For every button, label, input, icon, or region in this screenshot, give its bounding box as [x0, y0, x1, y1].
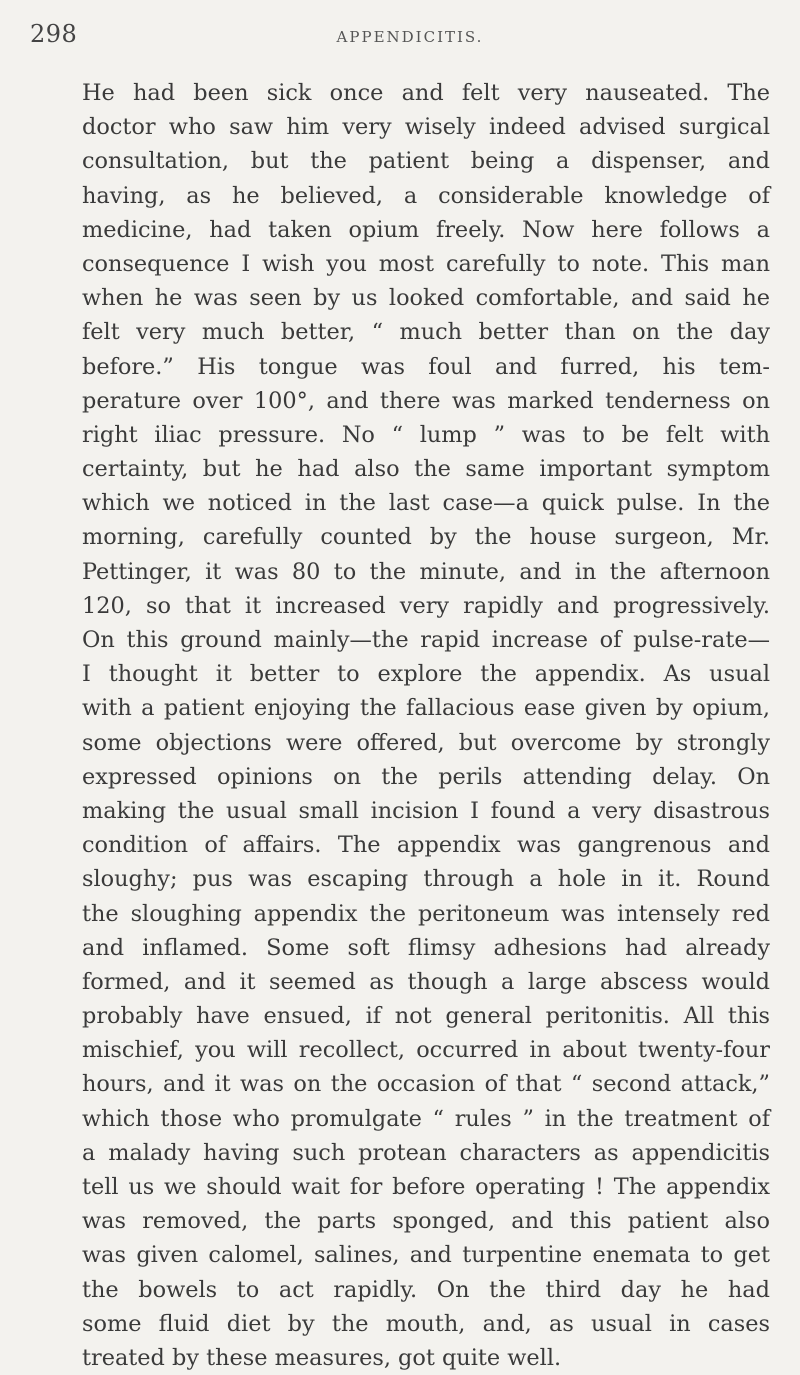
text-line: was given calomel, salines, and turpentine enemata to get: [82, 1242, 770, 1269]
text-line: morning, carefully counted by the house surgeon, Mr.: [82, 524, 770, 551]
text-line: some fluid diet by the mouth, and, as usual in cases: [82, 1310, 770, 1337]
text-line: expressed opinions on the perils attending delay. On: [82, 763, 770, 790]
text-line: the bowels to act rapidly. On the third day he had: [82, 1276, 770, 1303]
text-line: condition of affairs. The appendix was gangrenous and: [82, 832, 770, 859]
text-line: a malady having such protean characters as appendicitis: [82, 1139, 770, 1166]
text-line: with a patient enjoying the fallacious ease given by opium,: [82, 695, 770, 722]
text-line: doctor who saw him very wisely indeed advised surgical: [82, 114, 770, 141]
text-line: consultation, but the patient being a dispenser, and: [82, 148, 770, 175]
text-line: tell us we should wait for before operating ! The appendix: [82, 1174, 770, 1200]
text-line: sloughy; pus was escaping through a hole in it. Round: [82, 866, 770, 893]
text-line: making the usual small incision I found a very disastrous: [82, 797, 770, 824]
text-line: the sloughing appendix the peritoneum was intensely red: [82, 900, 770, 927]
text-line: which we noticed in the last case—a quick pulse. In the: [82, 490, 770, 517]
running-head-title: APPENDICITIS.: [336, 28, 484, 46]
body-paragraph: [82, 76, 770, 1375]
text-line: Pettinger, it was 80 to the minute, and in the afternoon: [82, 558, 770, 585]
text-line: and inflamed. Some soft flimsy adhesions had already: [82, 934, 770, 961]
text-line: some objections were offered, but overcome by strongly: [82, 729, 770, 756]
text-line: felt very much better, “ much better than on the day: [82, 319, 770, 346]
text-line: certainty, but he had also the same important symptom: [82, 456, 770, 483]
text-line: having, as he believed, a considerable knowledge of: [82, 182, 770, 209]
text-line: treated by these measures, got quite well.: [82, 1344, 562, 1371]
text-line: mischief, you will recollect, occurred in about twenty-four: [82, 1037, 770, 1064]
text-line: I thought it better to explore the appendix. As usual: [82, 661, 770, 688]
text-line: He had been sick once and felt very nauseated. The: [82, 80, 770, 106]
text-line: hours, and it was on the occasion of that “ second attack,”: [82, 1071, 770, 1098]
text-line: On this ground mainly—the rapid increase of pulse-rate—: [82, 627, 770, 653]
text-line: which those who promulgate “ rules ” in the treatment of: [82, 1105, 770, 1132]
text-line: probably have ensued, if not general peritonitis. All this: [82, 1003, 770, 1030]
text-line: consequence I wish you most carefully to note. This man: [82, 250, 770, 277]
text-line: right iliac pressure. No “ lump ” was to be felt with: [82, 421, 770, 448]
text-line: medicine, had taken opium freely. Now here follows a: [82, 216, 770, 243]
text-line: when he was seen by us looked comfortable, and said he: [82, 285, 770, 312]
text-line: perature over 100°, and there was marked tenderness on: [82, 387, 770, 414]
page-number: 298: [30, 20, 78, 48]
text-line: 120, so that it increased very rapidly and progressively.: [82, 592, 770, 619]
text-line: before.” His tongue was foul and furred, his tem-: [82, 353, 770, 380]
text-line: was removed, the parts sponged, and this patient also: [82, 1208, 770, 1235]
text-line: formed, and it seemed as though a large abscess would: [82, 968, 770, 995]
